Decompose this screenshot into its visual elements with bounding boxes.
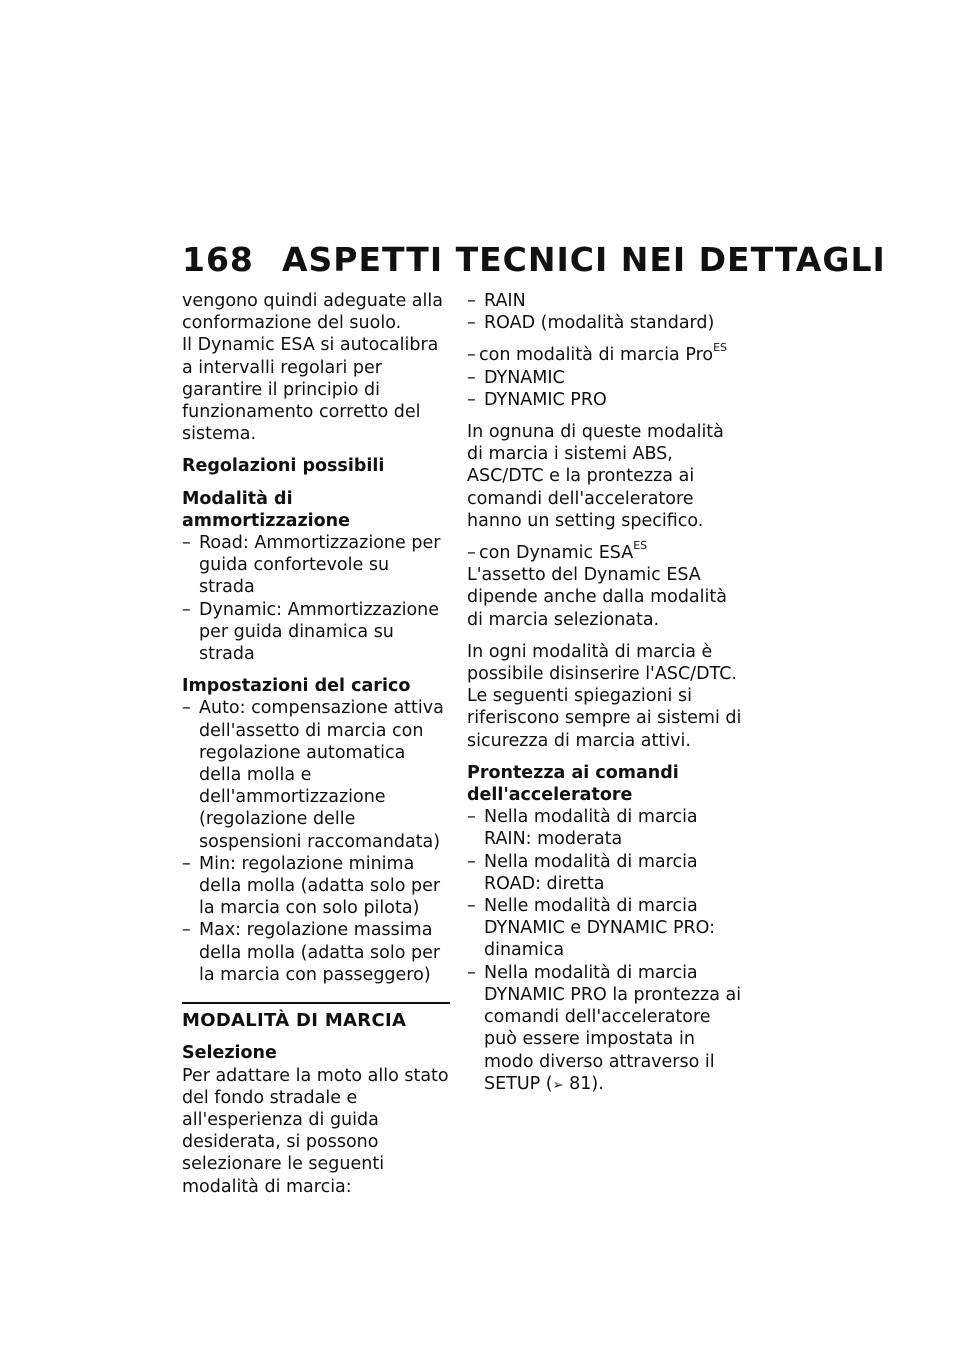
heading-regolazioni: Regolazioni possibili	[182, 456, 385, 477]
section-title: MODALITÀ DI MARCIA	[182, 1010, 407, 1032]
list-item: – ROAD (modalità standard)	[467, 312, 745, 334]
list-item-text: Nella modalità di marcia DYNAMIC PRO la prontezza ai comandi dell'acceleratore può essere impostata in modo diverso attraverso il SETUP (	[484, 962, 742, 1094]
list-item: – RAIN	[467, 290, 745, 312]
heading-carico: Impostazioni del carico	[182, 676, 411, 697]
list-item: – Nelle modalità di marcia DYNAMIC e DYNAMIC PRO: dinamica	[467, 895, 745, 962]
page-title: ASPETTI TECNICI NEI DETTAGLI	[282, 240, 886, 279]
list-item: – Dynamic: Ammortizzazione per guida dinamica su strada	[182, 599, 450, 666]
setting-paragraph: In ognuna di queste modalità di marcia i sistemi ABS, ASC/DTC e la prontezza ai comandi dell'acceleratore hanno un setting specifico.	[467, 422, 724, 531]
esa-option-superscript: ES	[633, 539, 648, 553]
list-item	[467, 962, 745, 1097]
list-item: – Nella modalità di marcia RAIN: moderata	[467, 806, 745, 850]
heading-ammortizzazione: Modalità di ammortizzazione	[182, 488, 351, 531]
list-item: – Nella modalità di marcia ROAD: diretta	[467, 851, 745, 895]
throttle-response-list	[467, 806, 745, 1097]
load-setting-list	[182, 697, 450, 986]
esa-paragraph: L'assetto del Dynamic ESA dipende anche dalla modalità di marcia selezionata.	[467, 565, 727, 630]
pro-mode-list	[467, 367, 745, 411]
right-column	[467, 290, 745, 1097]
disinserire-paragraph: In ogni modalità di marcia è possibile disinserire l'ASC/DTC. Le seguenti spiegazioni si riferiscono sempre ai sistemi di sicurezza di marcia attivi.	[467, 641, 742, 751]
list-item: – Max: regolazione massima della molla (adatta solo per la marcia con passeggero)	[182, 919, 450, 986]
left-column	[182, 290, 450, 1208]
auto-calibration-paragraph: Il Dynamic ESA si autocalibra a intervalli regolari per garantire il principio di funzionamento corretto del sistema.	[182, 335, 439, 445]
page-number: 168	[182, 240, 254, 279]
riding-mode-list	[467, 290, 745, 334]
list-item: – Auto: compensazione attiva dell'assetto di marcia con regolazione automatica della molla e dell'ammortizzazione (regolazione delle sospensioni raccomandata)	[182, 697, 450, 852]
damping-mode-list	[182, 532, 450, 665]
pro-option-superscript: ES	[713, 341, 728, 355]
page-header	[182, 240, 886, 279]
esa-option-note	[467, 539, 745, 564]
selezione-paragraph: Per adattare la moto allo stato del fondo stradale e all'esperienza di guida desiderata, si possono selezionare le seguenti modalità di marcia:	[182, 1065, 449, 1197]
pro-option-label: con modalità di marcia Pro	[479, 345, 714, 366]
reference-arrow-icon: ➢	[552, 1077, 564, 1093]
list-item: – Min: regolazione minima della molla (adatta solo per la marcia con solo pilota)	[182, 853, 450, 920]
esa-option-label: con Dynamic ESA	[479, 543, 634, 564]
page-reference[interactable]: 81).	[569, 1073, 604, 1094]
pro-option-note	[467, 341, 745, 366]
intro-paragraph: vengono quindi adeguate alla conformazione del suolo.	[182, 291, 443, 334]
heading-prontezza: Prontezza ai comandi dell'acceleratore	[467, 762, 679, 806]
list-item: – DYNAMIC PRO	[467, 389, 745, 411]
list-item: – DYNAMIC	[467, 367, 745, 389]
section-divider	[182, 1002, 450, 1004]
heading-selezione: Selezione	[182, 1043, 277, 1064]
list-item: – Road: Ammortizzazione per guida confortevole su strada	[182, 532, 450, 599]
